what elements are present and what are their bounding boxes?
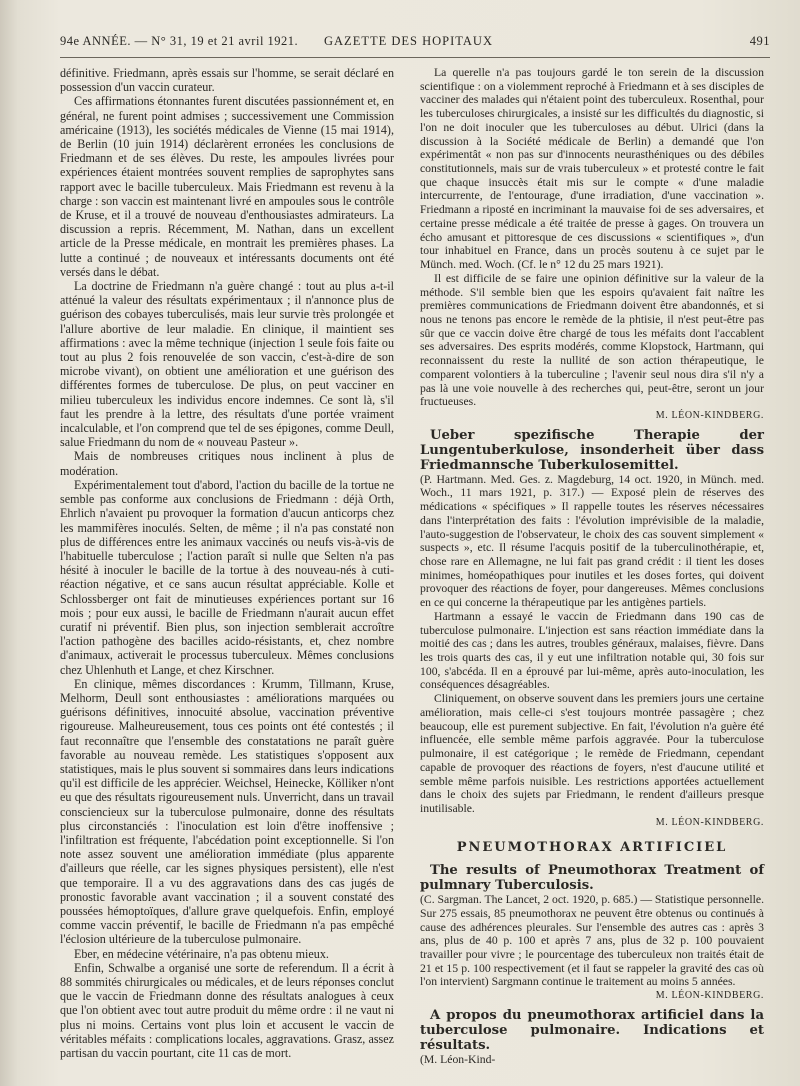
header-rule	[60, 57, 770, 58]
paragraph: La doctrine de Friedmann n'a guère changé : tout au plus a-t-il atténué la valeur des résultats expérimentaux ; il n'annonce plus de guérison des cobayes tuberculisés, mais leur survie très prolongée et l'allure abortive de leur maladie. En clinique, il maintient ses affirmations : avec la même technique (injection 1 seule fois faite ou tout au plus 2 fois renouvelée de son vaccin, c'est-à-dire de son microbe vivant), on obtient une amélioration et une guérison des différentes formes de tuberculose. De plus, on peut vacciner en milieu tuberculeux les individus encore indemnes. Ce sont là, s'il faut les prendre à la lettre, des résultats d'une portée vraiment incalculable, et l'on comprend que tel de ses épigones, comme Deull, salue Friedmann du nom de « nouveau Pasteur ».	[60, 279, 394, 450]
paragraph: Hartmann a essayé le vaccin de Friedmann dans 190 cas de tuberculose pulmonaire. L'injection est sans réaction immédiate dans la moitié des cas ; dans les autres, troubles généraux, malaises, fièvre. Dans les trois quarts des cas, il y eut une infiltration notable qui, 30 fois sur 100, s'abcéda. Il en a éprouvé par lui-même, après auto-inoculation, les conséquences désagréables.	[420, 609, 764, 692]
issue-info: 94e ANNÉE. — N° 31, 19 et 21 avril 1921.	[60, 34, 299, 48]
left-column	[60, 66, 394, 1060]
article-title: A propos du pneumothorax artificiel dans la tuberculose pulmonaire. Indications et résultats.	[420, 1007, 764, 1053]
section-heading: PNEUMOTHORAX ARTIFICIEL	[456, 840, 728, 856]
paragraph: Ces affirmations étonnantes furent discutées passionnément et, en général, ne furent point admises ; successivement une Commission américaine (1913), les sociétés médicales de Vienne (15 mai 1914), de Berlin (10 juin 1914) déclarèrent erronées les conclusions de Friedmann et de ses élèves. Du reste, les ampoules livrées pour expériences étaient montrées souvent remplies de saprophytes sans rapport avec le bacille tuberculeux. Mais Friedmann est revenu à la charge : son vaccin est maintenant livré en ampoules sous le contrôle de Kruse, et il a trouvé de nouveau d'enthousiastes admirateurs. La discussion a repris. Récemment, M. Nathan, dans un excellent article de la Presse médicale, en montrait les premières phases. La lutte a continué ; de nouveaux et intéressants documents ont été versés dans le débat.	[60, 94, 394, 279]
author-signature: M. LÉON-KINDBERG.	[655, 990, 764, 1002]
page-number: 491	[749, 34, 770, 48]
paragraph: Il est difficile de se faire une opinion définitive sur la valeur de la méthode. S'il semble bien que les espoirs qu'avaient fait naître les premières communications de Friedmann doivent être abandonnés, et si nous ne tenons pas encore le remède de la phtisie, il n'est peut-être pas sûr que ce vaccin doive être chargé de tous les méfaits dont l'accablent ses adversaires. Des esprits modérés, comme Klopstock, Hartmann, qui reconnaissent du reste la nullité de son action thérapeutique, le comparent volontiers à la tuberculine ; l'avenir seul nous dira s'il n'y a pas là une voie nouvelle à des recherches qui, peut-être, seront un jour fructueuses.	[420, 271, 764, 409]
paragraph: Enfin, Schwalbe a organisé une sorte de referendum. Il a écrit à 88 sommités chirurgicales ou médicales, et de leurs réponses conclut que le vaccin de Friedmann donne des résultats analogues à ceux que l'on obtient avec tout autre produit du même ordre : il ne vaut ni plus ni moins. Certains vont plus loin et accusent le vaccin de véritables méfaits : complications locales, aggravations. Grasz, assez partisan du vaccin pourtant, cite 11 cas de mort.	[60, 960, 394, 1061]
article-title: Ueber spezifische Therapie der Lungentuberkulose, insonderheit über dass Friedmannsche Tuberkulosemittel.	[420, 427, 764, 473]
paragraph: La querelle n'a pas toujours gardé le ton serein de la discussion scientifique : on a violemment reproché à Friedmann et à ses disciples de vacciner des malades qui n'étaient point des tuberculeux. Rosenthal, pour les tuberculoses chirurgicales, a insisté sur les difficultés du diagnostic, si l'on ne doit inoculer que les tuberculoses au début. Ulrici (dans la discussion à la Société médicale de Berlin) a demandé que l'on expérimentât « non pas sur d'innocents neurasthéniques ou des débiles constitutionnels, mais sur de vrais tuberculeux » et protesté contre le fait que chaque insuccès était mis sur le compte « d'une maladie intercurrente, de l'entourage, d'une irradiation, d'une vaccination ». Friedmann a riposté en incriminant la mauvaise foi de ses adversaires, et certaine presse médicale a été traitée de presse à gages. On trouvera un écho amusant et pittoresque de ces discussions « scientifiques », d'un tour inhabituel en France, dans un procès soutenu à ce sujet par le Münch. med. Woch. (Cf. le n° 12 du 25 mars 1921).	[420, 66, 764, 272]
paragraph: (M. Léon-Kind-	[420, 1052, 496, 1066]
paragraph: Eber, en médecine vétérinaire, n'a pas obtenu mieux.	[74, 946, 329, 961]
paragraph: Cliniquement, on observe souvent dans les premiers jours une certaine amélioration, mais celle-ci s'est toujours montrée passagère ; chez beaucoup, elle est purement subjective. En fait, l'évolution n'a guère été influencée, elle semble même parfois aggravée. Pour la tuberculose pulmonaire, il est catégorique ; le remède de Friedmann, cependant capable de provoquer des réactions de foyers, n'est d'aucune utilité et semble même parfois nuisible. Les restrictions apportées actuellement dans le choix des sujets par Friedmann, le rendent d'ailleurs presque inutilisable.	[420, 692, 764, 815]
right-column	[420, 66, 764, 1067]
page-header	[60, 34, 770, 54]
paragraph: (P. Hartmann. Med. Ges. z. Magdeburg, 14 oct. 1920, in Münch. med. Woch., 11 mars 1921, p. 317.) — Exposé plein de réserves des médications « spécifiques » Il rappelle toutes les réserves nécessaires dans l'interprétation des faits : l'évolution imprévisible de la maladie, l'auto-suggestion de l'observateur, le choix des cas souvent simplement « suspects », etc. Il résume l'acquis positif de la tuberculinothérapie, et, chose rare en Allemagne, ne lui fait pas grand crédit : il tient les doses minimes, homéopathiques pour inutiles et les doses fortes, qui doivent provoquer des réactions de foyer, pour dangereuses. Mêmes conclusions en ce qui concerne la thérapeutique par les antigènes partiels.	[420, 472, 764, 610]
paragraph: (C. Sargman. The Lancet, 2 oct. 1920, p. 685.) — Statistique personnelle. Sur 275 essais, 85 pneumothorax ne peuvent être obtenus ou continués à cause des adhérences pleurales. Sur l'ensemble des autres cas : après 3 ans, plus de 40 p. 100 et après 7 ans, plus de 32 p. 100 pouvaient travailler pour vivre ; le pourcentage des tuberculeux non traités était de 21 et 15 p. 100 respectivement (et il faut se rappeler la gravité des cas où l'on intervient) Sargmann continue le traitement au moins 5 années.	[420, 893, 764, 989]
paragraph: Expérimentalement tout d'abord, l'action du bacille de la tortue ne semble pas conforme aux conclusions de Friedmann : déjà Orth, Ehrlich n'avaient pu provoquer la formation d'aucun anticorps chez les mammifères inoculés. Selten, de même ; il n'a pas constaté non plus de différences entre les animaux vaccinés ou neufs vis-à-vis de l'habituelle tuberculose ; l'action paraît si nulle que Selten n'a pas hésité à inoculer le bacille de la tortue à des nouveau-nés à cuti-réaction négative, et ce sans aucun résultat appréciable. Kolle et Schlossberger ont fait de minutieuses expériences portant sur 16 mois ; pour eux aussi, le bacille de Friedmann n'aurait aucun effet curatif ni préventif. Bien plus, son injection semblerait accroître l'action pathogène des bacilles acido-résistants, et, chez nombre d'animaux, activerait le processus tuberculeux. Mêmes conclusions chez Uhlenhuth et Lange, et chez Kirschner.	[60, 477, 394, 677]
author-signature: M. LÉON-KINDBERG.	[655, 816, 764, 828]
journal-title: GAZETTE DES HOPITAUX	[324, 34, 493, 48]
article-title: The results of Pneumothorax Treatment of pulmnary Tuberculosis.	[420, 863, 764, 894]
paragraph: En clinique, mêmes discordances : Krumm, Tillmann, Kruse, Melhorm, Deull sont enthousiastes : améliorations marquées ou guérisons définitives, innocuité absolue, vaccination préventive rigoureuse. Malheureusement, tous ces points ont été contestés ; il faut reconnaître que l'ensemble des constatations ne paraît guère favorable au nouveau remède. Les statistiques s'opposent aux statistiques, mais le plus souvent si sommaires dans leurs indications qu'il est difficile de les apprécier. Weichsel, Heinecke, Kölliker n'ont eu que des résultats rigoureusement nuls. Unverricht, dans un travail consciencieux sur la tuberculose pulmonaire, donne des résultats plus circonstanciés : l'inoculation est loin d'être inoffensive ; l'infiltration est fréquente, l'abcédation point exceptionnelle. Si l'on note assez souvent une amélioration immédiate (plus apparente d'ailleurs que réelle, car les signes physiques persistent), elle n'est que temporaire. Il a vu des aggravations dans des cas jugés de pronostic favorable avant vaccination ; il a souvent constaté des poussées hémoptoïques, d'allure grave quelquefois. Enfin, employé comme vaccin préventif, le bacille de Friedmann n'a pas empêché l'éclosion ultérieure de la tuberculose pulmonaire.	[60, 676, 394, 947]
paragraph: définitive. Friedmann, après essais sur l'homme, se serait déclaré en possession d'un vaccin curateur.	[60, 66, 394, 95]
author-signature: M. LÉON-KINDBERG.	[655, 409, 764, 421]
paragraph: Mais de nombreuses critiques nous inclinent à plus de modération.	[60, 449, 394, 478]
